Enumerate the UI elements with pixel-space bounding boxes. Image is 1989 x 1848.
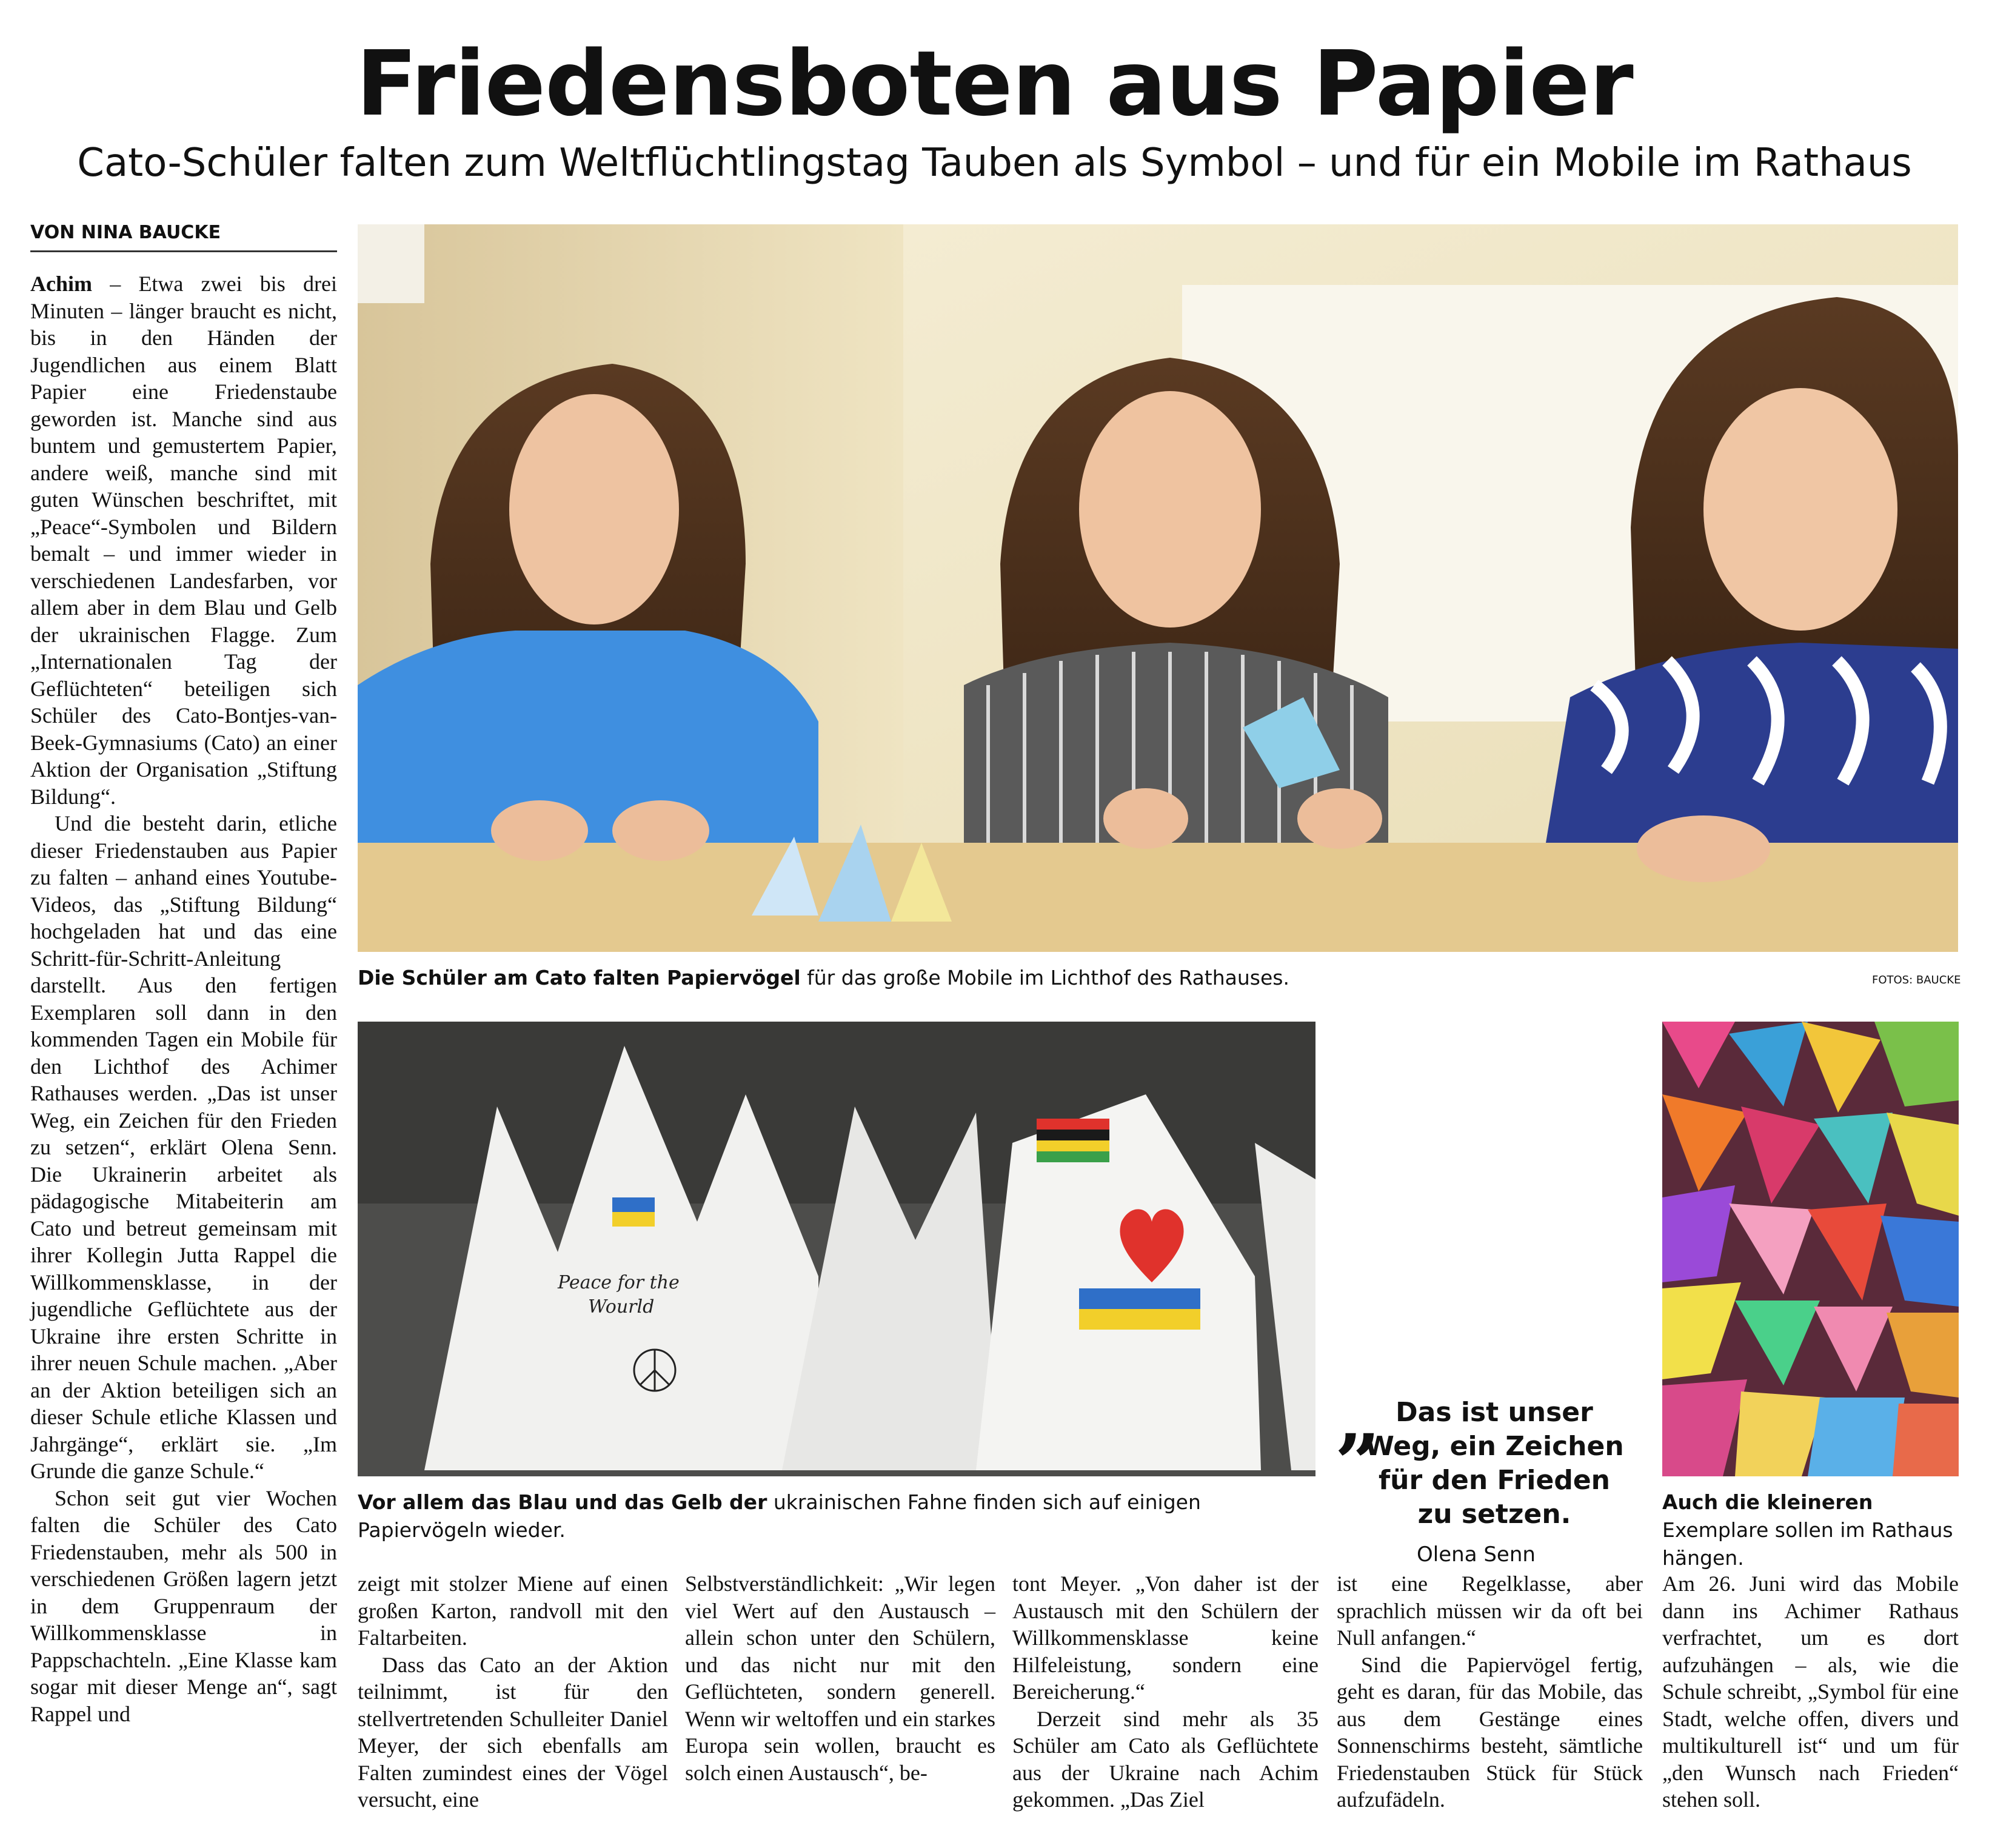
pull-quote: [1328, 1371, 1625, 1567]
article-column-4: [1012, 1570, 1319, 1813]
headline: Friedensboten aus Papier: [356, 32, 1633, 136]
caption-text: für das große Mobile im Lichthof des Rathauses.: [800, 966, 1289, 989]
small-photo-caption: [1662, 1488, 1959, 1572]
main-photo-caption: [358, 964, 1752, 992]
students-folding-photo: [358, 224, 1958, 952]
article-column-2: [358, 1570, 668, 1813]
article-column-5: [1337, 1570, 1643, 1813]
paragraph-text: – Etwa zwei bis drei Minuten – länger braucht es nicht, bis in den Händen der Jugendlichen aus einem Blatt Papier eine Friedenstaube geworden ist. Manche sind aus buntem und gemustertem Papier, andere weiß, manche sind mit guten Wünschen beschriftet, mit „Peace“-Symbolen und Bildern bemalt – und immer wieder in verschiedenen Landesfarben, vor allem aber in dem Blau und Gelb der ukrainischen Flagge. Zum „Internationalen Tag der Geflüchteten“ beteiligen sich Schüler des Cato-Bontjes-van-Beek-Gymnasiums (Cato) an einer Aktion der Organisation „Stiftung Bildung“.: [30, 272, 337, 809]
article-paragraph: Dass das Cato an der Aktion teilnimmt, ist für den stellvertretenden Schulleiter Daniel Meyer, der sich ebenfalls am Falten zumindest eines der Vögel versucht, eine: [358, 1652, 668, 1812]
caption-bold: Auch die kleineren: [1662, 1490, 1873, 1514]
article-paragraph: Selbstverständlichkeit: „Wir legen viel Wert auf den Austausch – allein schon unter den Schülern, und das nicht nur mit den Geflüchteten, sondern generell. Wenn wir weltoffen und ein starkes Europa sein wollen, braucht es solch einen Austausch“, be-: [685, 1572, 995, 1785]
quote-author: Olena Senn: [1417, 1542, 1536, 1567]
article-paragraph: tont Meyer. „Von daher ist der Austausch mit den Schülern der Willkommensklasse keine Hilfeleistung, sondern eine Bereicherung.“: [1012, 1572, 1319, 1704]
article-paragraph: Sind die Papiervögel fertig, geht es daran, für das Mobile, das aus dem Gestänge eines Sonnenschirms besteht, sämtliche Friedenstauben Stück für Stück aufzufädeln.: [1337, 1652, 1643, 1812]
article-paragraph: zeigt mit stolzer Miene auf einen großen Karton, randvoll mit den Faltarbeiten.: [358, 1572, 668, 1650]
birds-photo-caption: [358, 1488, 1315, 1544]
main-photo: [358, 224, 1958, 952]
quote-text: Das ist unser Weg, ein Zeichen für den Frieden zu setzen.: [1365, 1397, 1624, 1530]
caption-text: Exemplare sollen im Rathaus hängen.: [1662, 1518, 1953, 1570]
birds-photo: [358, 1022, 1315, 1476]
small-birds-photo: [1662, 1022, 1959, 1476]
handwriting-line-1: Peace for the: [558, 1272, 680, 1293]
article-paragraph: Am 26. Juni wird das Mobile dann ins Achimer Rathaus verfrachtet, um es dort aufzuhängen – als, wie die Schule schreibt, „Symbol für eine Stadt, welche offen, divers und multikulturell ist“ und um für „den Wunsch nach Frieden“ stehen soll.: [1662, 1572, 1959, 1812]
article-paragraph: Derzeit sind mehr als 35 Schüler am Cato als Geflüchtete aus der Ukraine nach Achim gekommen. „Das Ziel: [1012, 1706, 1319, 1812]
caption-text: ukrainischen Fahne finden sich auf einigen Papiervögeln wieder.: [358, 1490, 1201, 1542]
handwriting-line-2: Wourld: [588, 1296, 655, 1317]
article-paragraph: ist eine Regelklasse, aber sprachlich müssen wir da oft bei Null anfangen.“: [1337, 1572, 1643, 1650]
article-paragraph: Schon seit gut vier Wochen falten die Schüler des Cato Friedenstauben, mehr als 500 in verschiedenen Größen lagern jetzt in dem Gruppenraum der Willkommensklasse in Pappschachteln. „Eine Klasse kam sogar mit dieser Menge an“, sagt Rappel und: [30, 1485, 337, 1726]
dateline: Achim: [30, 272, 92, 296]
article-column-1: [30, 270, 337, 1727]
quote-marks: „: [1336, 1371, 1382, 1464]
article-column-6: [1662, 1570, 1959, 1813]
article-paragraph: Und die besteht darin, etliche dieser Friedenstauben aus Papier zu falten – anhand eines Youtube-Videos, das „Stiftung Bildung“ hochgeladen hat und das eine Schritt-für-Schritt-Anleitung darstellt. Aus den fertigen Exemplaren soll dann in den kommenden Tagen ein Mobile für den Lichthof des Achimer Rathauses werden. „Das ist unser Weg, ein Zeichen für den Frieden zu setzen“, erklärt Olena Senn. Die Ukrainerin arbeitet als pädagogische Mitabeiterin am Cato und betreut gemeinsam mit ihrer Kollegin Jutta Rappel die Willkommensklasse, in der jugendliche Geflüchtete aus der Ukraine ihre ersten Schritte in ihrer neuen Schule machen. „Aber an der Aktion beteiligen sich an dieser Schule etliche Klassen und Jahrgänge“, erklärt sie. „Im Grunde die ganze Schule.“: [30, 811, 337, 1483]
caption-bold: Die Schüler am Cato falten Papiervögel: [358, 966, 801, 989]
article-paragraph: [30, 270, 337, 810]
article-column-3: [685, 1570, 995, 1786]
colorful-birds-photo: [1662, 1022, 1959, 1476]
byline: VON NINA BAUCKE: [30, 222, 337, 252]
caption-bold: Vor allem das Blau und das Gelb der: [358, 1490, 767, 1514]
photo-credit: FOTOS: BAUCKE: [1872, 974, 1961, 986]
paper-birds-photo: [358, 1022, 1315, 1476]
subheadline: Cato-Schüler falten zum Weltflüchtlingstag Tauben als Symbol – und für ein Mobile im Rathaus: [77, 141, 1912, 186]
